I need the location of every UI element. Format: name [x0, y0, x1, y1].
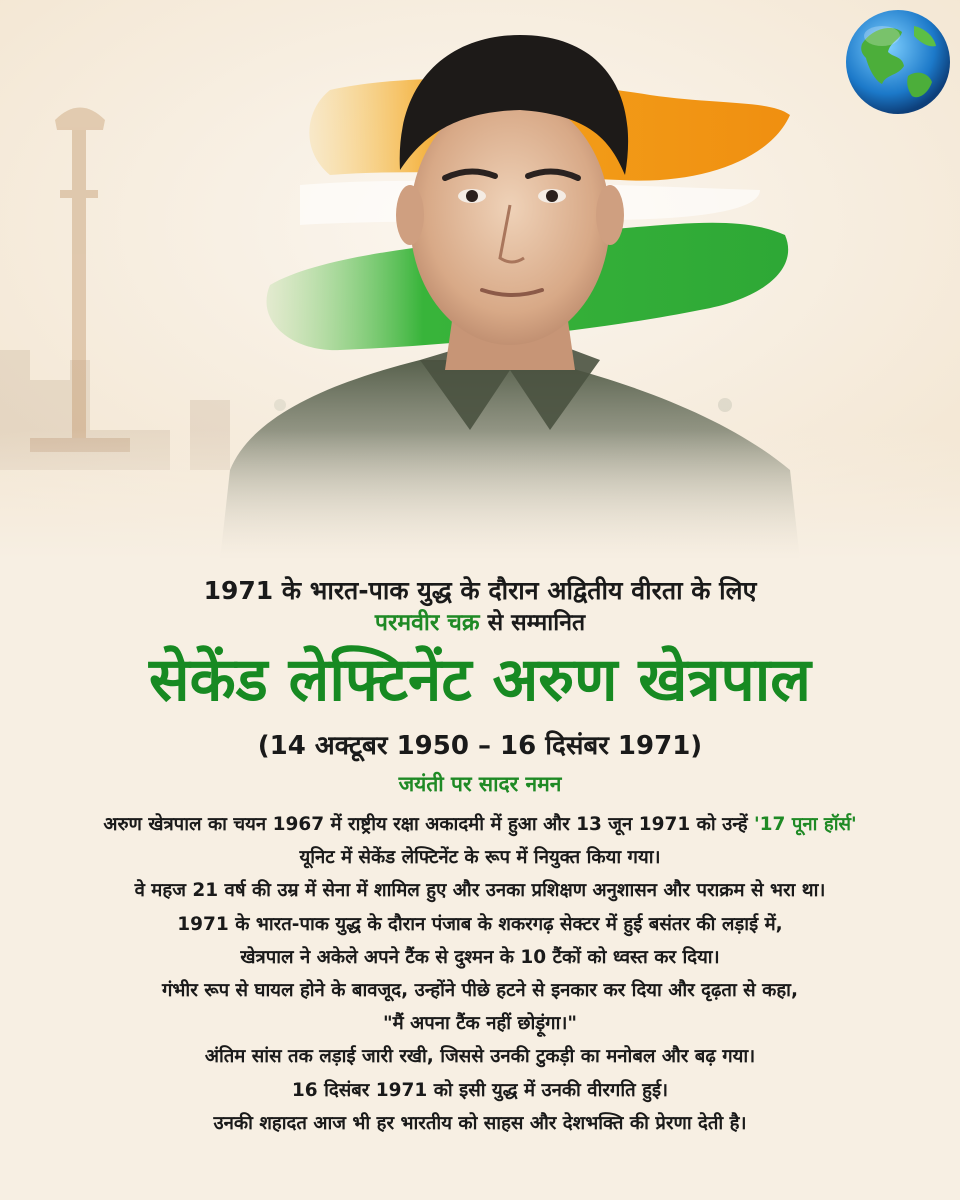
- tribute-line: जयंती पर सादर नमन: [398, 772, 562, 796]
- bio-line-text: अरुण खेत्रपाल का चयन 1967 में राष्ट्रीय रक्षा अकादमी में हुआ और 13 जून 1971 को उन्हें: [103, 814, 755, 835]
- bio-line: वे महज 21 वर्ष की उम्र में सेना में शामिल हुए और उनका प्रशिक्षण अनुशासन और पराक्रम से भरा था।: [134, 880, 826, 902]
- bio-line: खेत्रपाल ने अकेले अपने टैंक से दुश्मन के 10 टैंकों को ध्वस्त कर दिया।: [240, 946, 720, 968]
- globe-icon: [842, 6, 954, 118]
- bio-line: अंतिम सांस तक लड़ाई जारी रखी, जिससे उनकी टुकड़ी का मनोबल और बढ़ गया।: [204, 1046, 756, 1068]
- award-suffix: से सम्मानित: [479, 610, 586, 636]
- famous-quote: "मैं अपना टैंक नहीं छोड़ूंगा।": [382, 1013, 578, 1035]
- bio-line: 16 दिसंबर 1971 को इसी युद्ध में उनकी वीरगति हुई।: [291, 1079, 669, 1101]
- portrait-artwork: [0, 0, 960, 560]
- bio-line: यूनिट में सेकेंड लेफ्टिनेंट के रूप में नियुक्त किया गया।: [299, 847, 661, 869]
- text-content: [0, 562, 960, 1140]
- face: [410, 95, 610, 345]
- bio-line: [0, 808, 960, 841]
- bio-line: गंभीर रूप से घायल होने के बावजूद, उन्होंने पीछे हटने से इनकार कर दिया और दृढ़ता से कहा,: [162, 980, 798, 1002]
- life-dates: (14 अक्टूबर 1950 – 16 दिसंबर 1971): [257, 731, 703, 761]
- bio-line: उनकी शहादत आज भी हर भारतीय को साहस और देशभक्ति की प्रेरणा देती है।: [213, 1112, 747, 1134]
- award-name: परमवीर चक्र: [374, 610, 480, 636]
- hero-name: सेकेंड लेफ्टिनेंट अरुण खेत्रपाल: [149, 645, 811, 715]
- biography: [0, 808, 960, 1140]
- regiment-name: '17 पूना हॉर्स': [754, 814, 857, 835]
- headline-line: 1971 के भारत-पाक युद्ध के दौरान अद्वितीय वीरता के लिए: [203, 576, 757, 605]
- award-line: [0, 608, 960, 638]
- hero-illustration: [0, 0, 960, 560]
- bio-line: 1971 के भारत-पाक युद्ध के दौरान पंजाब के शकरगढ़ सेक्टर में हुई बसंतर की लड़ाई में,: [177, 913, 783, 935]
- rank-star-icon: [718, 398, 732, 412]
